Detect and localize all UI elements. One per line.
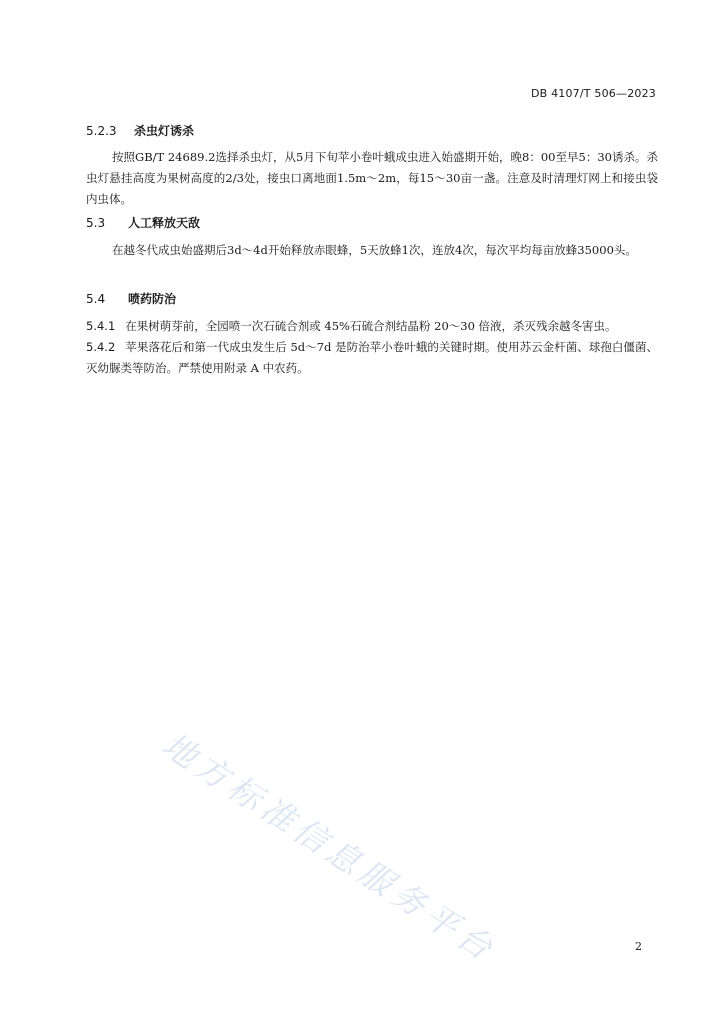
- document-code: DB 4107/T 506—2023: [530, 87, 656, 100]
- clause-text: 在果树萌芽前，全园喷一次石硫合剂或 45%石硫合剂结晶粉 20～30 倍液，杀灭残余越冬害虫。: [125, 319, 617, 333]
- section-title: 杀虫灯诱杀: [134, 124, 195, 138]
- section-number: 5.3: [86, 216, 106, 230]
- section-number: 5.2.3: [86, 124, 117, 138]
- clause-number: 5.4.2: [86, 340, 116, 354]
- section-title: 喷药防治: [128, 292, 177, 306]
- clause-text: 苹果落花后和第一代成虫发生后 5d～7d 是防治苹小卷叶蛾的关键时期。使用苏云金杆菌、球孢白僵菌、灭幼脲类等防治。严禁使用附录 A 中农药。: [86, 340, 658, 375]
- watermark: 地方标准信息服务平台: [155, 725, 504, 971]
- section-title: 人工释放天敌: [128, 216, 201, 230]
- section-heading-5-2-3: [86, 122, 194, 139]
- section-heading-5-3: [86, 214, 200, 231]
- section-body-5-3: 在越冬代成虫始盛期后3d～4d开始释放赤眼蜂，5天放蜂1次，连放4次，每次平均每亩放蜂35000头。: [112, 243, 637, 257]
- clause-5-4-2: [86, 337, 658, 379]
- section-number: 5.4: [86, 292, 106, 306]
- page-number: 2: [635, 940, 642, 953]
- section-heading-5-4: [86, 290, 176, 307]
- section-body-5-2-3: 按照GB/T 24689.2选择杀虫灯，从5月下旬苹小卷叶蛾成虫进入始盛期开始，晚8：00至早5：30诱杀。杀虫灯悬挂高度为果树高度的2/3处，接虫口离地面1.5m～2m，每15～30亩一盏。注意及时清理灯网上和接虫袋内虫体。: [86, 150, 658, 206]
- clause-5-4-1: [86, 316, 658, 337]
- clause-number: 5.4.1: [86, 319, 116, 333]
